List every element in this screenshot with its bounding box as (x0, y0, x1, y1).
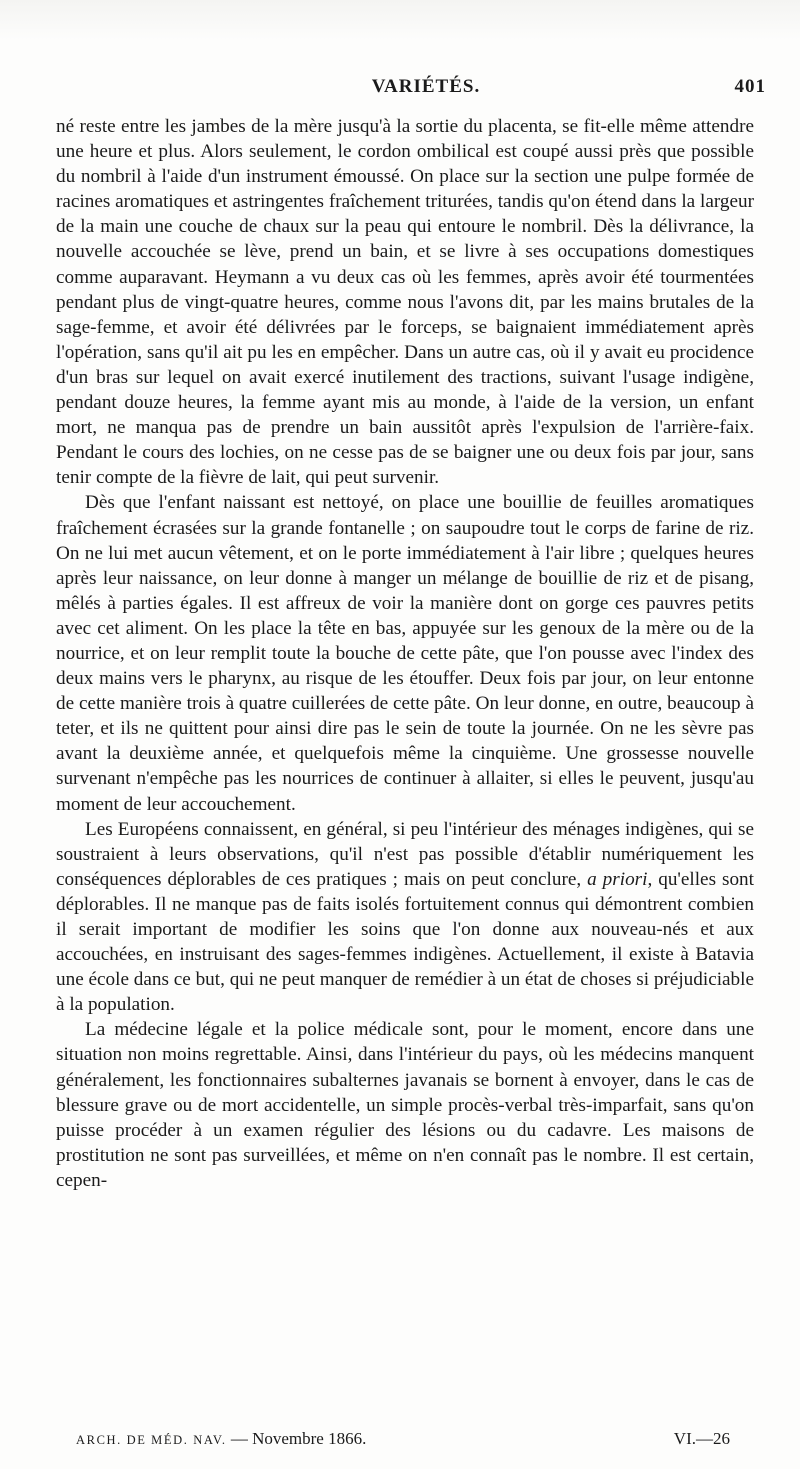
paragraph-3-text-start: Les Européens connaissent, en général, si peu l'intérieur des ménages indigènes, qui se soustraient à leurs observations, qu'il n'est pas possible d'établir numériquement les conséquences déplorables de ces pratiques ; mais on peut conclure, (56, 818, 754, 890)
paragraph-1-text: né reste entre les jambes de la mère jusqu'à la sortie du placenta, se fit-elle même attendre une heure et plus. Alors seulement, le cordon ombilical est coupé aussi près que possible du nombril à l'aide d'un instrument émoussé. On place sur la section une pulpe formée de racines aromatiques et astringentes fraîchement triturées, tandis qu'on étend dans la largeur de la main une couche de chaux sur la peau qui entoure le nombril. Dès la délivrance, la nouvelle accouchée se lève, prend un bain, et se livre à ses occupations domestiques comme auparavant. Heymann a vu deux cas où les femmes, après avoir été tourmentées pendant plus de vingt-quatre heures, comme nous l'avons dit, par les mains brutales de la sage-femme, et avoir été délivrées par le forceps, se baignaient immédiatement après l'opération, sans qu'il ait pu les en empêcher. Dans un autre cas, où il y avait eu procidence d'un bras sur lequel on avait exercé inutilement des tractions, suivant l'usage indigène, pendant douze heures, la femme ayant mis au monde, à l'aide de la version, un enfant mort, ne manqua pas de prendre un bain aussitôt après l'expulsion de l'arrière-faix. Pendant le cours des lochies, on ne cesse pas de se baigner une ou deux fois par jour, sans tenir compte de la fièvre de lait, qui peut survenir. (56, 116, 754, 489)
paragraph-3-italic: a priori (587, 868, 648, 890)
footer-separator: — (226, 1429, 253, 1448)
paragraph-3 (56, 817, 754, 1018)
scan-shadow (0, 0, 800, 40)
running-title: VARIÉTÉS. (371, 76, 481, 97)
paragraph-4-text: La médecine légale et la police médicale sont, pour le moment, encore dans une situation non moins regrettable. Ainsi, dans l'intérieur du pays, où les médecins manquent généralement, les fonctionnaires subalternes javanais se bornent à envoyer, dans le cas de blessure grave ou de mort accidentelle, un simple procès-verbal très-imparfait, sans qu'on puisse procéder à un examen régulier des lésions ou du cadavre. Les maisons de prostitution ne sont pas surveillées, et même on n'en connaît pas le nombre. Il est certain, cepen- (56, 1019, 754, 1191)
body-text (56, 114, 754, 1193)
journal-abbrev: ARCH. DE MÉD. NAV. (76, 1433, 227, 1447)
issue-date: Novembre 1866. (252, 1429, 367, 1448)
signature-mark: VI.—26 (673, 1429, 730, 1448)
paragraph-3-text-end: , qu'elles sont déplorables. Il ne manque pas de faits isolés fortuitement connus qui démontrent combien il serait important de modifier les soins que l'on donne aux nouveau-nés et aux accouchées, en instruisant des sages-femmes indigènes. Actuellement, il existe à Batavia une école dans ce but, qui ne peut manquer de remédier à un état de choses si préjudiciable à la population. (56, 868, 754, 1016)
paragraph-2 (56, 490, 754, 816)
page-number: 401 (734, 76, 766, 97)
paragraph-4 (56, 1017, 754, 1193)
page-footer (76, 1429, 730, 1455)
paragraph-2-text: Dès que l'enfant naissant est nettoyé, on place une bouillie de feuilles aromatiques fraîchement écrasées sur la grande fontanelle ; on saupoudre tout le corps de farine de riz. On ne lui met aucun vêtement, et on le porte immédiatement à l'air libre ; quelques heures après leur naissance, on leur donne à manger un mélange de bouillie de riz et de pisang, mêlés à parties égales. Il est affreux de voir la manière dont on gorge ces pauvres petits avec cet aliment. On les place la tête en bas, appuyée sur les genoux de la mère ou de la nourrice, et on leur remplit toute la bouche de cette pâte, que l'on pousse avec l'index des deux mains vers le pharynx, au risque de les étouffer. Deux fois par jour, on leur entonne de cette manière trois à quatre cuillerées de cette pâte. On leur donne, en outre, beaucoup à teter, et ils ne quittent pour ainsi dire pas le sein de toute la journée. On ne les sèvre pas avant la deuxième année, et quelquefois même la cinquième. Une grossesse nouvelle survenant n'empêche pas les nourrices de continuer à allaiter, si elles le peuvent, jusqu'au moment de leur accouchement. (56, 492, 754, 815)
footer-journal (76, 1429, 366, 1449)
running-head (86, 70, 766, 102)
paragraph-1 (56, 114, 754, 490)
